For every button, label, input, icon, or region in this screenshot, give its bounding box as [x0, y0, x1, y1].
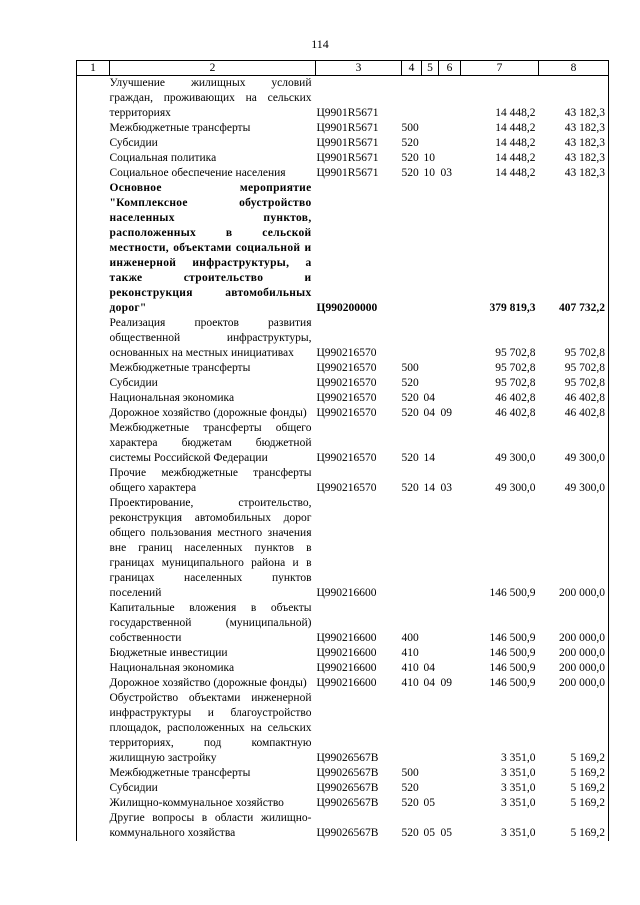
cell-subsection — [439, 316, 461, 361]
cell-amount-2: 407 732,2 — [539, 181, 609, 316]
cell-subsection — [439, 376, 461, 391]
cell-amount-1: 95 702,8 — [495, 362, 536, 374]
table-row — [77, 376, 609, 391]
cell-expense-type: 520 — [401, 152, 419, 164]
cell-col-1 — [77, 661, 110, 676]
cell-amount-1: 3 351,0 — [501, 752, 536, 764]
cell-amount-2: 43 182,3 — [539, 121, 609, 136]
cell-amount-1: 46 402,8 — [495, 407, 536, 419]
cell-amount-2: 43 182,3 — [539, 166, 609, 181]
cell-section — [422, 766, 439, 781]
cell-target-code: Ц990216570 — [316, 392, 377, 404]
table-row — [77, 406, 609, 421]
cell-expense-type: 500 — [401, 767, 419, 779]
cell-col-1 — [77, 796, 110, 811]
cell-name: Межбюджетные трансферты общего характера бюджетам бюджетной системы Российской Федерации — [109, 422, 312, 464]
cell-name: Прочие межбюджетные трансферты общего характера — [109, 467, 312, 494]
table-row — [77, 676, 609, 691]
cell-amount-1: 146 500,9 — [489, 647, 536, 659]
cell-amount-1: 49 300,0 — [495, 452, 536, 464]
cell-expense-type: 520 — [401, 137, 419, 149]
cell-name: Дорожное хозяйство (дорожные фонды) — [109, 407, 307, 419]
cell-amount-1: 95 702,8 — [495, 347, 536, 359]
header-col-8: 8 — [539, 61, 609, 76]
cell-amount-1: 14 448,2 — [495, 137, 536, 149]
cell-amount-2: 200 000,0 — [539, 601, 609, 646]
cell-col-1 — [77, 391, 110, 406]
budget-table — [76, 60, 609, 841]
cell-col-1 — [77, 151, 110, 166]
table-row — [77, 166, 609, 181]
cell-section: 04 — [423, 407, 435, 419]
cell-name: Межбюджетные трансферты — [109, 362, 251, 374]
cell-amount-1: 3 351,0 — [501, 797, 536, 809]
cell-target-code: Ц99026567В — [316, 827, 379, 839]
cell-target-code: Ц990216600 — [316, 587, 377, 599]
cell-expense-type — [402, 316, 422, 361]
cell-expense-type: 520 — [401, 782, 419, 794]
cell-target-code: Ц990200000 — [316, 302, 378, 314]
cell-col-1 — [77, 316, 110, 361]
cell-subsection — [439, 781, 461, 796]
cell-amount-1: 146 500,9 — [489, 632, 536, 644]
cell-section — [422, 316, 439, 361]
cell-amount-1: 14 448,2 — [495, 107, 536, 119]
cell-subsection — [439, 121, 461, 136]
cell-target-code: Ц99026567В — [316, 797, 379, 809]
cell-col-1 — [77, 136, 110, 151]
cell-amount-2: 43 182,3 — [539, 136, 609, 151]
cell-section — [422, 121, 439, 136]
cell-amount-2: 5 169,2 — [539, 766, 609, 781]
cell-col-1 — [77, 676, 110, 691]
cell-section: 05 — [423, 797, 435, 809]
cell-subsection — [439, 136, 461, 151]
table-row — [77, 361, 609, 376]
cell-subsection — [439, 151, 461, 166]
cell-expense-type — [402, 76, 422, 122]
cell-section: 05 — [423, 827, 435, 839]
table-row — [77, 316, 609, 361]
cell-amount-1: 14 448,2 — [495, 167, 536, 179]
cell-amount-2: 200 000,0 — [539, 496, 609, 601]
cell-name: Другие вопросы в области жилищно-коммунального хозяйства — [109, 812, 312, 839]
table-header — [77, 61, 609, 76]
cell-col-1 — [77, 811, 110, 841]
table-row — [77, 661, 609, 676]
table-row — [77, 76, 609, 122]
cell-subsection — [439, 391, 461, 406]
cell-name: Субсидии — [109, 782, 158, 794]
cell-section — [422, 76, 439, 122]
cell-col-1 — [77, 466, 110, 496]
table-row — [77, 421, 609, 466]
table-row — [77, 781, 609, 796]
header-col-4: 4 — [402, 61, 422, 76]
cell-col-1 — [77, 781, 110, 796]
table-row — [77, 496, 609, 601]
cell-subsection — [439, 646, 461, 661]
cell-subsection: 05 — [440, 827, 452, 839]
cell-name: Проектирование, строительство, реконструкция автомобильных дорог общего пользования местного значения вне границ населенных пунктов в границах муниципального района и в границах населенных пунктов поселений — [109, 497, 312, 599]
table-row — [77, 646, 609, 661]
cell-name: Межбюджетные трансферты — [109, 122, 251, 134]
cell-amount-1: 49 300,0 — [495, 482, 536, 494]
cell-col-1 — [77, 766, 110, 781]
cell-subsection — [439, 421, 461, 466]
table-row — [77, 796, 609, 811]
cell-subsection: 03 — [440, 482, 452, 494]
cell-name: Капитальные вложения в объекты государственной (муниципальной) собственности — [109, 602, 312, 644]
cell-name: Субсидии — [109, 137, 158, 149]
cell-name: Национальная экономика — [109, 662, 235, 674]
cell-amount-1: 14 448,2 — [495, 152, 536, 164]
cell-subsection — [439, 76, 461, 122]
cell-subsection — [439, 691, 461, 766]
cell-amount-2: 46 402,8 — [539, 406, 609, 421]
table-body — [77, 76, 609, 842]
cell-expense-type — [402, 181, 422, 316]
cell-target-code: Ц990216570 — [316, 407, 377, 419]
header-col-2: 2 — [110, 61, 316, 76]
table-row — [77, 181, 609, 316]
cell-section: 10 — [423, 167, 435, 179]
cell-subsection: 09 — [440, 677, 452, 689]
cell-target-code: Ц9901R5671 — [316, 152, 379, 164]
cell-col-1 — [77, 496, 110, 601]
cell-name: Бюджетные инвестиции — [109, 647, 228, 659]
cell-amount-2: 46 402,8 — [539, 391, 609, 406]
cell-amount-2: 200 000,0 — [539, 676, 609, 691]
cell-expense-type: 520 — [401, 392, 419, 404]
cell-target-code: Ц990216600 — [316, 677, 377, 689]
cell-section — [422, 601, 439, 646]
cell-name: Реализация проектов развития общественной инфраструктуры, основанных на местных инициативах — [109, 317, 312, 359]
cell-col-1 — [77, 181, 110, 316]
header-col-5: 5 — [422, 61, 439, 76]
cell-expense-type: 520 — [401, 797, 419, 809]
cell-name: Жилищно-коммунальное хозяйство — [109, 797, 284, 809]
cell-expense-type — [402, 691, 422, 766]
cell-target-code: Ц9901R5671 — [316, 137, 379, 149]
cell-amount-2: 5 169,2 — [539, 796, 609, 811]
header-col-6: 6 — [439, 61, 461, 76]
cell-col-1 — [77, 691, 110, 766]
cell-expense-type: 520 — [401, 377, 419, 389]
cell-target-code: Ц99026567В — [316, 782, 379, 794]
cell-col-1 — [77, 376, 110, 391]
cell-col-1 — [77, 601, 110, 646]
cell-col-1 — [77, 166, 110, 181]
cell-amount-1: 146 500,9 — [489, 677, 536, 689]
cell-target-code: Ц990216600 — [316, 632, 377, 644]
cell-name: Обустройство объектами инженерной инфраструктуры и благоустройство площадок, расположенных на сельских территориях, под компактную жилищную застройку — [109, 692, 312, 764]
cell-amount-2: 49 300,0 — [539, 421, 609, 466]
cell-section — [422, 181, 439, 316]
cell-expense-type: 500 — [401, 122, 419, 134]
cell-name: Улучшение жилищных условий граждан, проживающих на сельских территориях — [109, 77, 312, 119]
cell-col-1 — [77, 406, 110, 421]
cell-expense-type: 520 — [401, 452, 419, 464]
cell-section: 04 — [423, 662, 435, 674]
cell-target-code: Ц990216570 — [316, 362, 377, 374]
table-row — [77, 151, 609, 166]
cell-subsection — [439, 766, 461, 781]
cell-section: 04 — [423, 392, 435, 404]
cell-target-code: Ц9901R5671 — [316, 122, 379, 134]
header-row — [77, 61, 609, 76]
cell-expense-type — [402, 496, 422, 601]
cell-amount-2: 5 169,2 — [539, 811, 609, 841]
cell-expense-type: 410 — [401, 647, 419, 659]
cell-target-code: Ц990216570 — [316, 347, 377, 359]
cell-expense-type: 500 — [401, 362, 419, 374]
cell-amount-2: 49 300,0 — [539, 466, 609, 496]
cell-subsection — [439, 661, 461, 676]
cell-section: 14 — [423, 482, 435, 494]
cell-name: Социальное обеспечение населения — [109, 167, 286, 179]
cell-amount-2: 43 182,3 — [539, 151, 609, 166]
cell-subsection — [439, 361, 461, 376]
cell-amount-2: 5 169,2 — [539, 781, 609, 796]
cell-subsection — [439, 796, 461, 811]
cell-subsection — [439, 496, 461, 601]
cell-name: Основное мероприятие "Комплексное обустройство населенных пунктов, расположенных в сельской местности, объектами социальной и инженерной инфраструктуры, а также строительство и реконструкция автомобильных дорог" — [109, 182, 312, 314]
cell-expense-type: 400 — [401, 632, 419, 644]
cell-amount-1: 3 351,0 — [501, 767, 536, 779]
cell-col-1 — [77, 646, 110, 661]
header-col-7: 7 — [461, 61, 539, 76]
cell-amount-2: 95 702,8 — [539, 316, 609, 361]
cell-section: 14 — [423, 452, 435, 464]
cell-target-code: Ц990216570 — [316, 482, 377, 494]
cell-amount-2: 200 000,0 — [539, 661, 609, 676]
table-row — [77, 691, 609, 766]
table-row — [77, 766, 609, 781]
page-number: 114 — [311, 37, 329, 51]
cell-target-code: Ц990216600 — [316, 647, 377, 659]
cell-target-code: Ц9901R5671 — [316, 107, 379, 119]
cell-expense-type: 410 — [401, 662, 419, 674]
cell-amount-2: 95 702,8 — [539, 376, 609, 391]
cell-expense-type: 520 — [401, 482, 419, 494]
cell-amount-2: 5 169,2 — [539, 691, 609, 766]
cell-col-1 — [77, 421, 110, 466]
cell-section — [422, 361, 439, 376]
cell-name: Национальная экономика — [109, 392, 235, 404]
cell-amount-1: 46 402,8 — [495, 392, 536, 404]
cell-subsection: 09 — [440, 407, 452, 419]
cell-amount-2: 43 182,3 — [539, 76, 609, 122]
cell-amount-1: 3 351,0 — [501, 782, 536, 794]
table-row — [77, 121, 609, 136]
cell-name: Социальная политика — [109, 152, 217, 164]
cell-amount-2: 200 000,0 — [539, 646, 609, 661]
cell-subsection — [439, 181, 461, 316]
cell-target-code: Ц990216600 — [316, 662, 377, 674]
table-row — [77, 601, 609, 646]
cell-target-code: Ц990216570 — [316, 377, 377, 389]
cell-expense-type: 520 — [401, 407, 419, 419]
cell-target-code: Ц99026567В — [316, 767, 379, 779]
cell-col-1 — [77, 361, 110, 376]
cell-name: Дорожное хозяйство (дорожные фонды) — [109, 677, 307, 689]
cell-section — [422, 136, 439, 151]
table-row — [77, 391, 609, 406]
cell-col-1 — [77, 121, 110, 136]
cell-amount-2: 95 702,8 — [539, 361, 609, 376]
cell-expense-type: 410 — [401, 677, 419, 689]
cell-section: 10 — [423, 152, 435, 164]
header-col-3: 3 — [316, 61, 402, 76]
table-row — [77, 466, 609, 496]
table-row — [77, 136, 609, 151]
cell-expense-type: 520 — [401, 167, 419, 179]
header-col-1: 1 — [77, 61, 110, 76]
cell-name: Субсидии — [109, 377, 158, 389]
cell-col-1 — [77, 76, 110, 122]
cell-amount-1: 14 448,2 — [495, 122, 536, 134]
cell-amount-1: 95 702,8 — [495, 377, 536, 389]
cell-amount-1: 146 500,9 — [489, 587, 536, 599]
cell-section — [422, 496, 439, 601]
cell-section: 04 — [423, 677, 435, 689]
cell-amount-1: 146 500,9 — [489, 662, 536, 674]
cell-amount-1: 3 351,0 — [501, 827, 536, 839]
cell-section — [422, 781, 439, 796]
cell-subsection: 03 — [440, 167, 452, 179]
cell-target-code: Ц99026567В — [316, 752, 379, 764]
cell-section — [422, 376, 439, 391]
cell-section — [422, 646, 439, 661]
cell-target-code: Ц9901R5671 — [316, 167, 379, 179]
cell-target-code: Ц990216570 — [316, 452, 377, 464]
table-row — [77, 811, 609, 841]
cell-expense-type: 520 — [401, 827, 419, 839]
cell-amount-1: 379 819,3 — [489, 302, 536, 314]
cell-subsection — [439, 601, 461, 646]
cell-name: Межбюджетные трансферты — [109, 767, 251, 779]
cell-section — [422, 691, 439, 766]
